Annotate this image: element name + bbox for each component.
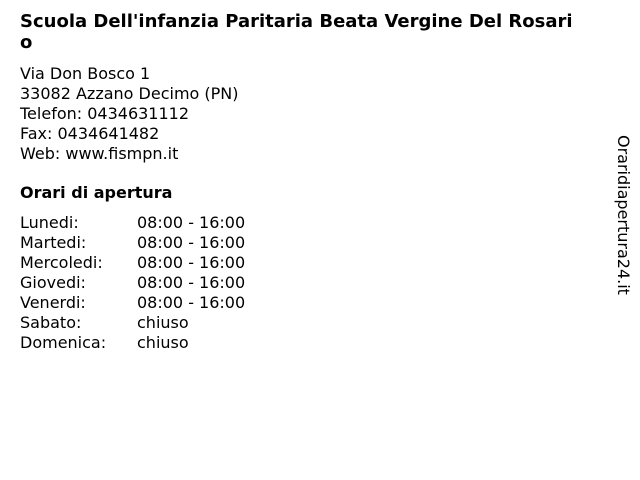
hours-row — [20, 253, 245, 273]
hours-row — [20, 333, 245, 353]
day-hours: 08:00 - 16:00 — [137, 233, 246, 252]
street-address: Via Don Bosco 1 — [20, 64, 151, 83]
day-hours: 08:00 - 16:00 — [137, 213, 246, 232]
opening-hours-table — [20, 213, 245, 353]
day-hours: 08:00 - 16:00 — [137, 253, 246, 272]
day-hours: 08:00 - 16:00 — [137, 273, 246, 292]
opening-hours-title: Orari di apertura — [20, 183, 173, 202]
day-label: Sabato: — [20, 313, 82, 332]
business-name: Scuola Dell'infanzia Paritaria Beata Vergine Del Rosario — [20, 11, 573, 53]
day-label: Martedi: — [20, 233, 87, 252]
city-address: 33082 Azzano Decimo (PN) — [20, 84, 239, 103]
day-hours: 08:00 - 16:00 — [137, 293, 246, 312]
day-label: Lunedi: — [20, 213, 79, 232]
day-label: Venerdi: — [20, 293, 86, 312]
hours-row — [20, 313, 245, 333]
day-hours: chiuso — [137, 313, 189, 332]
contact-block — [20, 64, 239, 164]
hours-row — [20, 213, 245, 233]
hours-row — [20, 273, 245, 293]
phone-number: Telefon: 0434631112 — [20, 104, 190, 123]
day-label: Giovedi: — [20, 273, 86, 292]
fax-number: Fax: 0434641482 — [20, 124, 160, 143]
hours-row — [20, 293, 245, 313]
day-label: Domenica: — [20, 333, 107, 352]
hours-row — [20, 233, 245, 253]
website: Web: www.fismpn.it — [20, 144, 179, 163]
day-label: Mercoledi: — [20, 253, 103, 272]
site-brand-vertical: Oraridiapertura24.it — [614, 135, 633, 295]
day-hours: chiuso — [137, 333, 189, 352]
